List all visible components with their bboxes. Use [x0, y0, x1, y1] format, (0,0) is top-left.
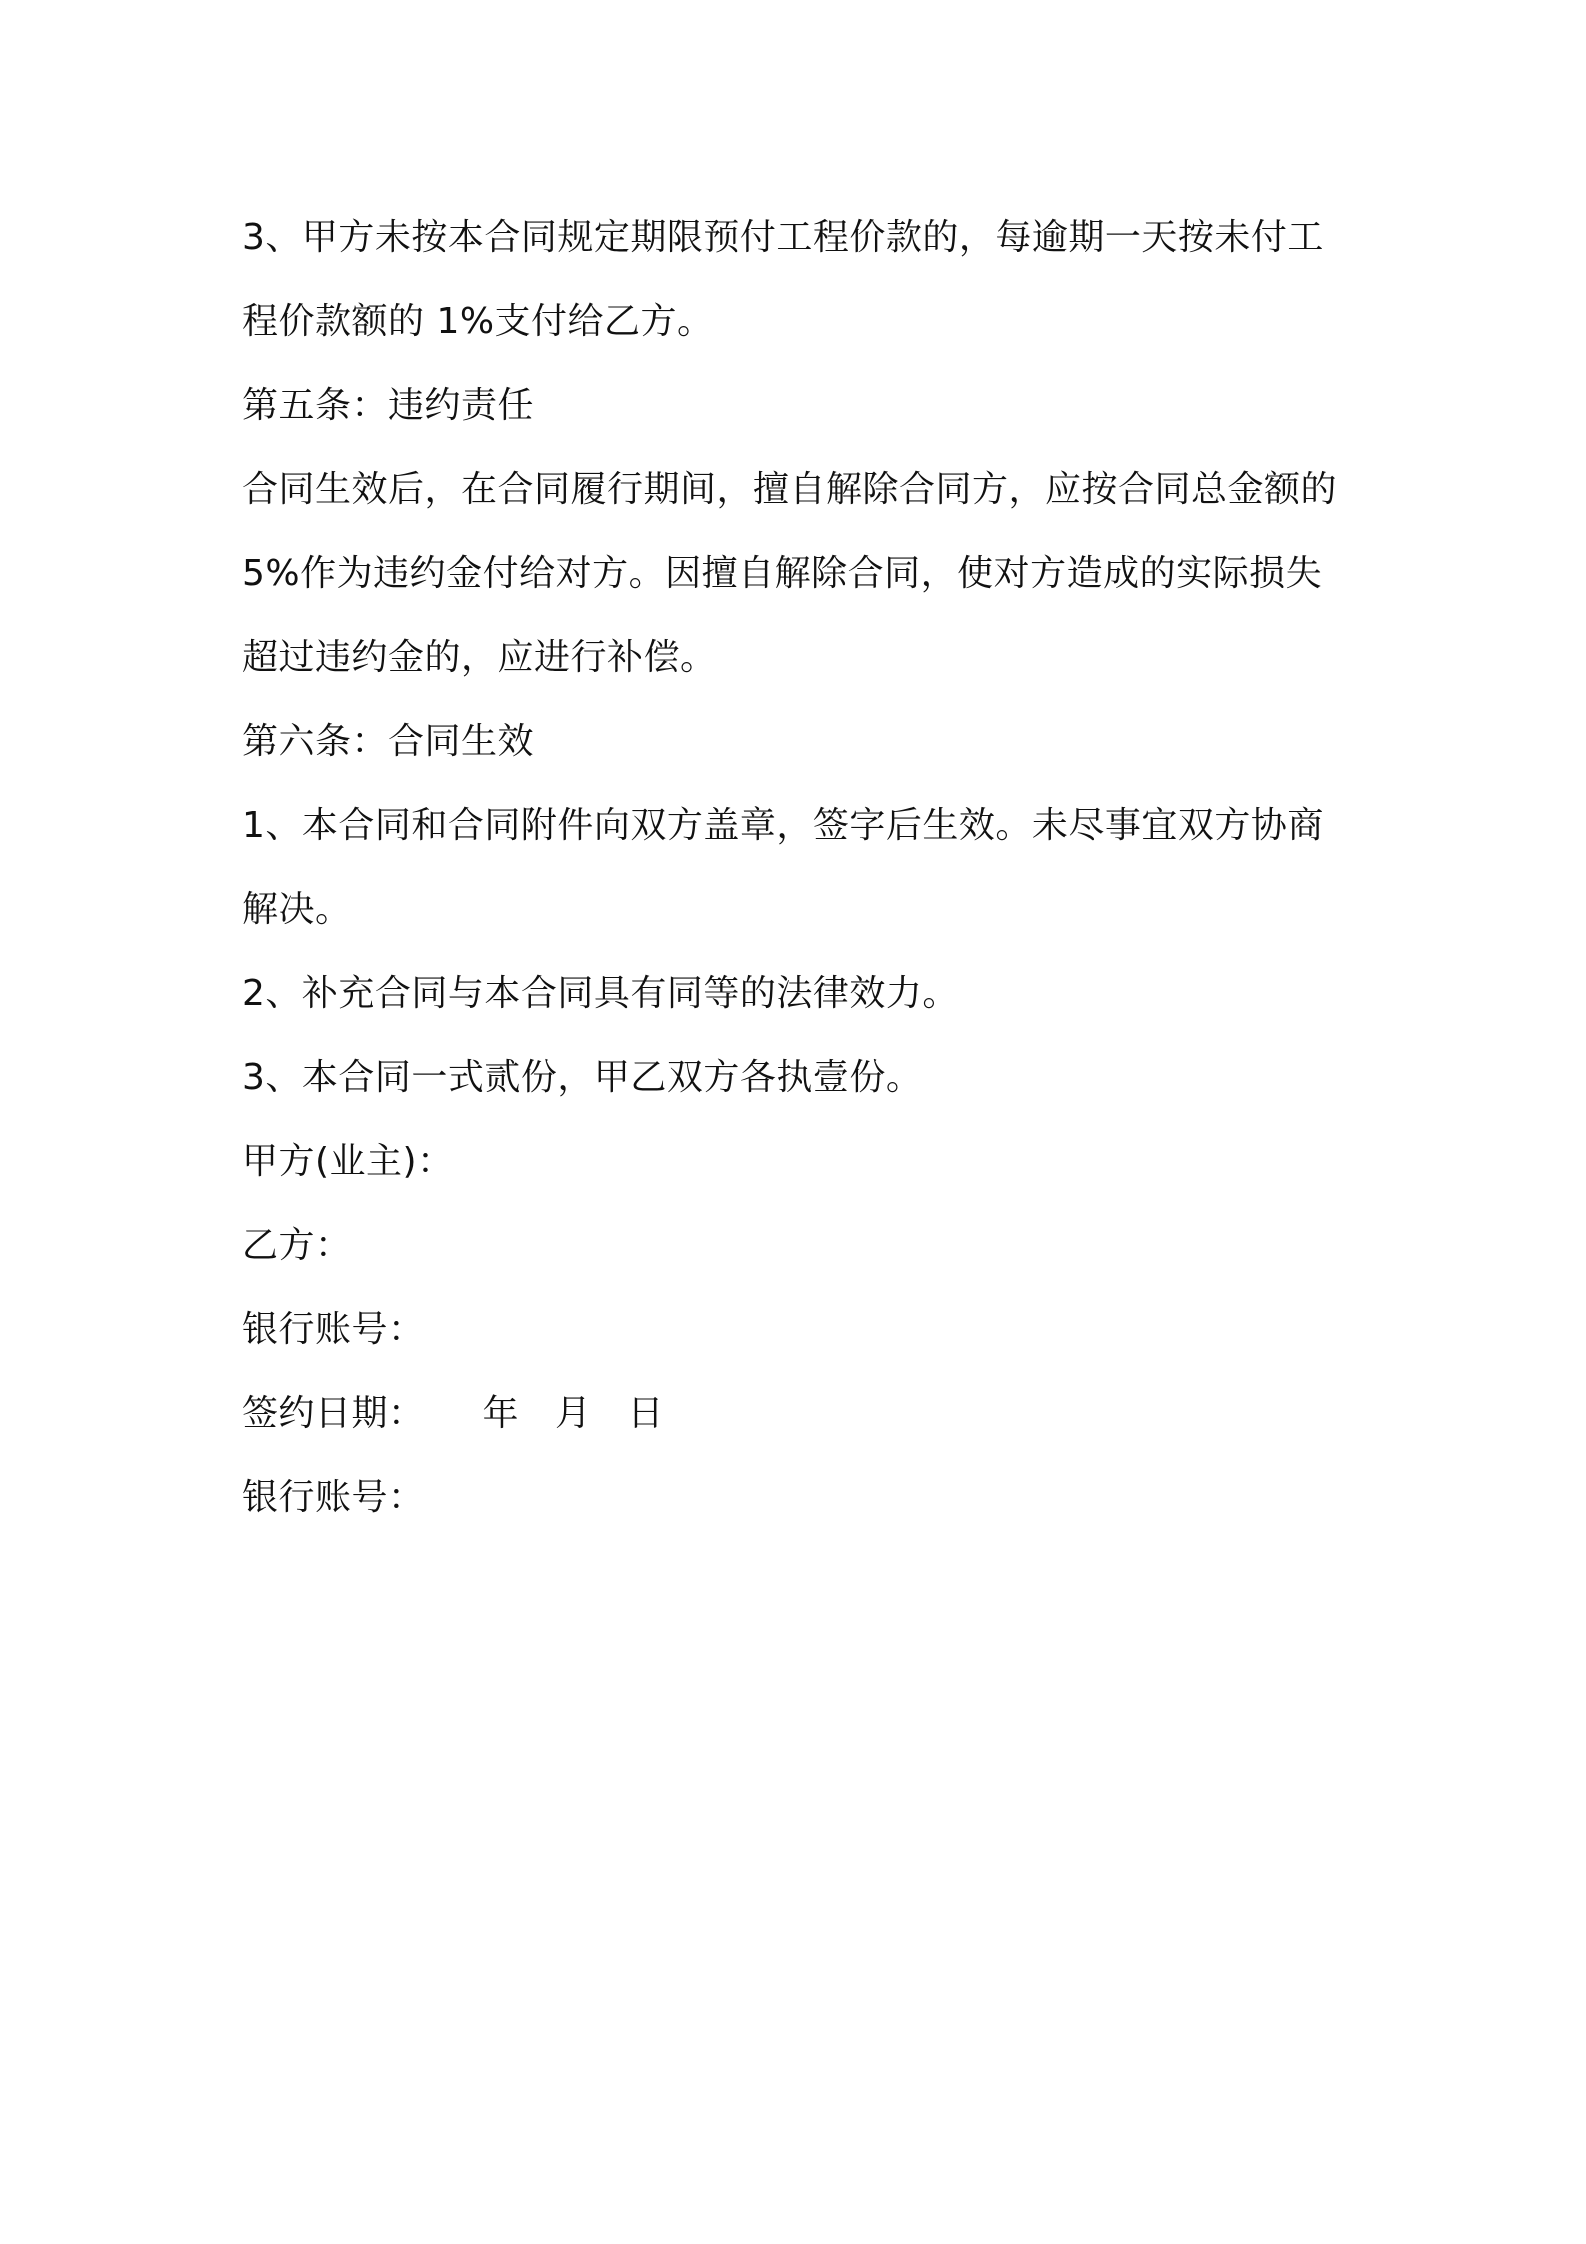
clause-line: 解决。 [242, 889, 352, 930]
clause-line: 程价款额的 1%支付给乙方。 [242, 301, 714, 342]
section-heading-breach: 第五条：违约责任 [242, 385, 535, 426]
section-heading-effect: 第六条：合同生效 [242, 721, 535, 762]
clause-line: 1、本合同和合同附件向双方盖章，签字后生效。未尽事宜双方协商 [242, 805, 1324, 846]
clause-line: 5%作为违约金付给对方。因擅自解除合同，使对方造成的实际损失 [242, 553, 1323, 594]
sign-date-month: 月 [555, 1393, 592, 1434]
clause-line: 3、本合同一式贰份，甲乙双方各执壹份。 [242, 1057, 923, 1098]
party-b-label: 乙方： [242, 1225, 352, 1266]
clause-line: 合同生效后，在合同履行期间，擅自解除合同方，应按合同总金额的 [242, 469, 1338, 510]
sign-date-day: 日 [627, 1393, 665, 1434]
clause-line: 2、补充合同与本合同具有同等的法律效力。 [242, 973, 959, 1014]
party-a-label: 甲方(业主)： [242, 1141, 454, 1182]
bank-account-label: 银行账号： [242, 1309, 425, 1350]
bank-account-label-2: 银行账号： [242, 1477, 425, 1518]
clause-line: 3、甲方未按本合同规定期限预付工程价款的，每逾期一天按未付工 [242, 217, 1324, 258]
clause-line: 超过违约金的，应进行补偿。 [242, 637, 717, 678]
document-body [242, 196, 1360, 1540]
sign-date-year: 年 [482, 1393, 520, 1434]
sign-date-label: 签约日期： [242, 1393, 425, 1434]
sign-date-line [242, 1372, 1360, 1456]
